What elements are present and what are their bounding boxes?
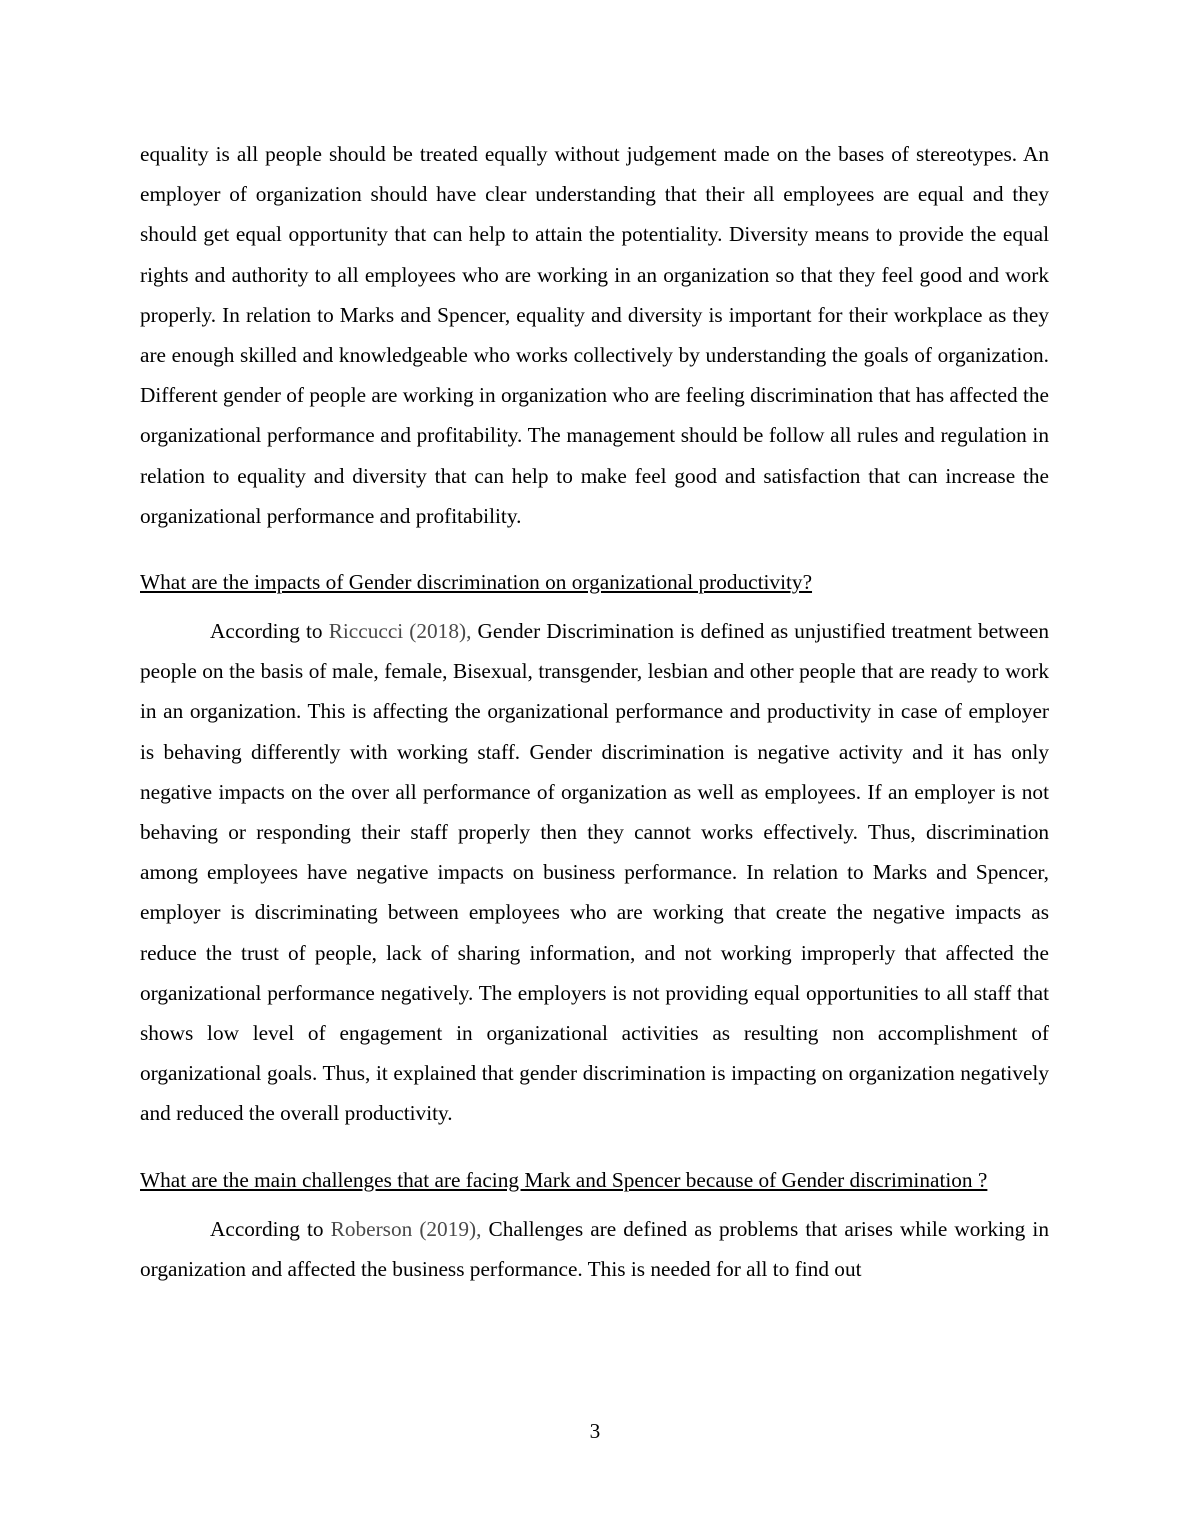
paragraph-body: Challenges are defined as problems that arises while working in organization and affected the business performance. This is needed for all to find out (140, 1216, 1049, 1281)
body-paragraph (140, 611, 1049, 1134)
paragraph-body: Gender Discrimination is defined as unjustified treatment between people on the basis of male, female, Bisexual, transgender, lesbian and other people that are ready to work in an organization. This is affecting the organizational performance and productivity in case of employer is behaving differently with working staff. Gender discrimination is negative activity and it has only negative impacts on the over all performance of organization as well as employees. If an employer is not behaving or responding their staff properly then they cannot works effectively. Thus, discrimination among employees have negative impacts on business performance. In relation to Marks and Spencer, employer is discriminating between employees who are working that create the negative impacts as reduce the trust of people, lack of sharing information, and not working improperly that affected the organizational performance negatively. The employers is not providing equal opportunities to all staff that shows low level of engagement in organizational activities as resulting non accomplishment of organizational goals. Thus, it explained that gender discrimination is impacting on organization negatively and reduced the overall productivity. (140, 619, 1049, 1126)
body-paragraph: equality is all people should be treated equally without judgement made on the bases of stereotypes. An employer of organization should have clear understanding that their all employees are equal and they should get equal opportunity that can help to attain the potentiality. Diversity means to provide the equal rights and authority to all employees who are working in an organization so that they feel good and work properly. In relation to Marks and Spencer, equality and diversity is important for their workplace as they are enough skilled and knowledgeable who works collectively by understanding the goals of organization. Different gender of people are working in organization who are feeling discrimination that has affected the organizational performance and profitability. The management should be follow all rules and regulation in relation to equality and diversity that can help to make feel good and satisfaction that can increase the organizational performance and profitability. (140, 142, 1049, 528)
citation-link[interactable]: Roberson (2019), (330, 1216, 482, 1241)
section-heading: What are the impacts of Gender discrimination on organizational productivity? (140, 570, 813, 595)
paragraph-lead: According to (210, 1216, 331, 1241)
section-heading: What are the main challenges that are facing Mark and Spencer because of Gender discrimination ? (140, 1167, 988, 1192)
page-number: 3 (589, 1419, 601, 1443)
page-content (140, 134, 1049, 1289)
citation-link[interactable]: Riccucci (2018), (328, 619, 472, 644)
body-paragraph (140, 1209, 1049, 1289)
paragraph-lead: According to (210, 619, 329, 644)
